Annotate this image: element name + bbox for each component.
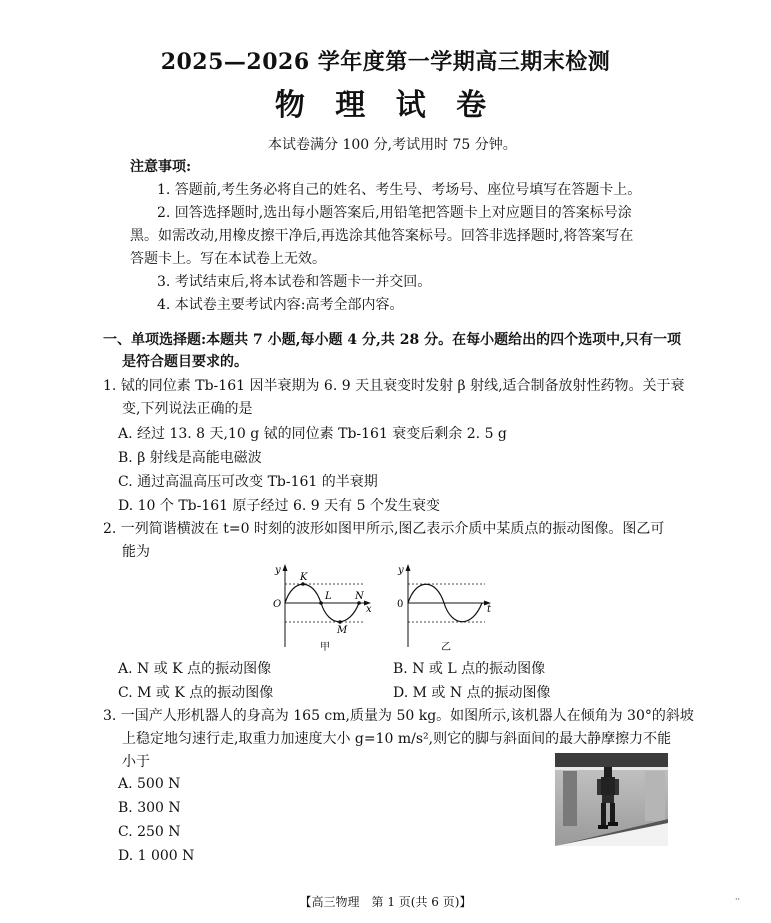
score-note: 本试卷满分 100 分,考试用时 75 分钟。: [268, 137, 517, 153]
photo-right-wall: [645, 771, 665, 821]
yi-y-arrow: [406, 564, 411, 571]
yi-caption: 乙: [441, 642, 451, 653]
vibration-figure-yi: [393, 562, 498, 657]
q3-option-b: B. 300 N: [118, 800, 181, 816]
wave-figure-jia: [265, 562, 385, 657]
notice-line-6: 4. 本试卷主要考试内容:高考全部内容。: [157, 297, 404, 313]
q1-stem-line2: 变,下列说法正确的是: [122, 401, 253, 417]
jia-label-x: x: [366, 604, 372, 615]
q2-option-a: A. N 或 K 点的振动图像: [118, 661, 272, 677]
yi-label-t: t: [487, 604, 492, 615]
jia-caption: 甲: [320, 642, 330, 653]
notice-heading: 注意事项:: [130, 159, 192, 175]
jia-label-l: L: [325, 591, 332, 602]
page-footer: 【高三物理 第 1 页(共 6 页)】: [299, 895, 472, 909]
notice-line-5: 3. 考试结束后,将本试卷和答题卡一并交回。: [157, 274, 432, 290]
q3-option-c: C. 250 N: [118, 824, 181, 840]
subject-title: 物 理 试 卷: [274, 88, 497, 123]
jia-label-n: N: [355, 591, 364, 602]
jia-y-arrow: [283, 564, 288, 571]
q3-stem-line2: 上稳定地匀速行走,取重力加速度大小 g=10 m/s²,则它的脚与斜面间的最大静摩擦力不能: [122, 731, 672, 747]
notice-line-2: 2. 回答选择题时,选出每小题答案后,用铅笔把答题卡上对应题目的答案标号涂: [157, 205, 632, 221]
q2-option-c: C. M 或 K 点的振动图像: [118, 685, 274, 701]
q3-option-d: D. 1 000 N: [118, 848, 195, 864]
q3-stem-line3: 小于: [122, 754, 150, 770]
photo-wall-panel: [563, 771, 577, 826]
jia-label-y: y: [275, 565, 281, 576]
exam-title: 2025—2026 学年度第一学期高三期末检测: [160, 49, 611, 75]
q3-stem-line1: 3. 一国产人形机器人的身高为 165 cm,质量为 50 kg。如图所示,该机器人在倾角为 30°的斜坡: [103, 708, 694, 724]
corner-mark: ··: [735, 895, 741, 904]
jia-point-l: [319, 601, 323, 605]
q1-stem-line1: 1. 铽的同位素 Tb-161 因半衰期为 6. 9 天且衰变时发射 β 射线,适合制备放射性药物。关于衰: [103, 378, 685, 394]
section-heading-line2: 是符合题目要求的。: [122, 354, 248, 370]
photo-ceiling: [555, 753, 668, 767]
q2-stem-line2: 能为: [122, 544, 150, 560]
notice-line-1: 1. 答题前,考生务必将自己的姓名、考生号、考场号、座位号填写在答题卡上。: [157, 182, 642, 198]
yi-label-zero: 0: [397, 599, 404, 610]
q1-option-d: D. 10 个 Tb-161 原子经过 6. 9 天有 5 个发生衰变: [118, 498, 440, 514]
robot-on-slope-photo: [555, 753, 668, 846]
jia-label-o: O: [273, 599, 282, 610]
q2-option-d: D. M 或 N 点的振动图像: [393, 685, 551, 701]
notice-line-3: 黑。如需改动,用橡皮擦干净后,再选涂其他答案标号。回答非选择题时,将答案写在: [130, 228, 634, 244]
q2-stem-line1: 2. 一列简谐横波在 t=0 时刻的波形如图甲所示,图乙表示介质中某质点的振动图像。图乙可: [103, 521, 665, 537]
jia-point-m: [338, 620, 342, 624]
section-heading-line1: 一、单项选择题:本题共 7 小题,每小题 4 分,共 28 分。在每小题给出的四个选项中,只有一项: [103, 332, 681, 348]
q2-option-b: B. N 或 L 点的振动图像: [393, 661, 546, 677]
q1-option-b: B. β 射线是高能电磁波: [118, 450, 262, 466]
q3-option-a: A. 500 N: [118, 776, 181, 792]
notice-line-4: 答题卡上。写在本试卷上无效。: [130, 251, 326, 267]
jia-label-k: K: [300, 572, 308, 583]
yi-label-y: y: [398, 565, 404, 576]
q1-option-c: C. 通过高温高压可改变 Tb-161 的半衰期: [118, 474, 378, 490]
jia-label-m: M: [337, 625, 348, 636]
q1-option-a: A. 经过 13. 8 天,10 g 铽的同位素 Tb-161 衰变后剩余 2. 5 g: [118, 426, 507, 442]
